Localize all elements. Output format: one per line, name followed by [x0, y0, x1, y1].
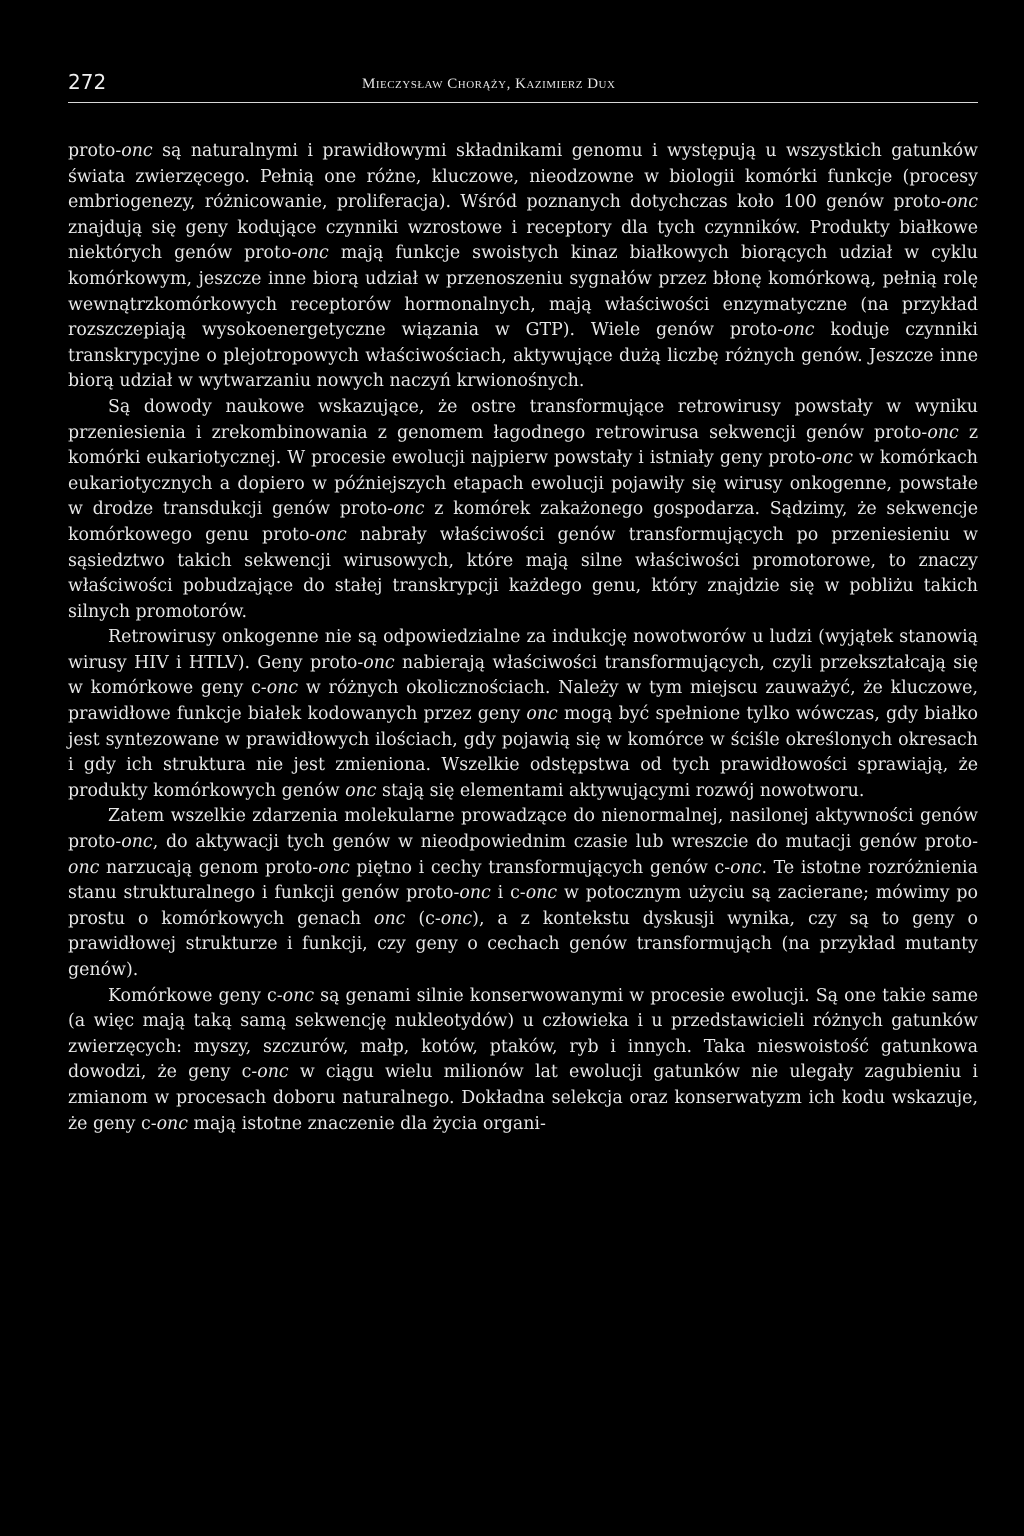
italic-term: onc — [318, 857, 350, 878]
paragraph — [68, 804, 978, 983]
italic-term: onc — [525, 883, 558, 904]
text-run: w ciągu wielu milionów lat ewolucji gatunków nie ulegały zagubieniu i zmianom w procesach doboru naturalnego. Dokładna selekcja oraz konserwatyzm ich kodu wskazuje, że geny c- — [68, 1062, 978, 1134]
text-run: mają funkcje swoistych kinaz białkowych biorących udział w cyklu komórkowym, jeszcze inne biorą udział w przenoszeniu sygnałów przez błonę komórkową, pełnią rolę wewnątrzkomórkowych receptorów hormonalnych, mają właściwości enzymatyczne (na przykład rozszczepiają wysokoenergetyczne wiązania w GTP). Wiele genów proto- — [68, 243, 979, 341]
italic-term: onc — [374, 908, 406, 929]
italic-term: onc — [257, 1062, 289, 1083]
italic-term: onc — [393, 499, 425, 520]
italic-term: onc — [946, 192, 978, 213]
text-run: narzucają genom proto- — [99, 857, 319, 878]
text-run: z komórek zakażonego gospodarza. Sądzimy, że sekwencje komórkowego genu proto- — [68, 499, 978, 545]
text-run: z komórki eukariotycznej. W procesie ewolucji najpierw powstały i istniały geny proto- — [68, 422, 978, 469]
italic-term: onc — [459, 883, 491, 904]
text-run: mogą być spełnione tylko wówczas, gdy białko jest syntezowane w prawidłowych ilościach, gdy pojawią się w komórce w ściśle określonych okresach i gdy ich struktura nie jest zmieniona. Wszelkie odstępstwa od tych prawidłowości sprawiają, że produkty komórkowych genów — [68, 704, 978, 801]
running-head: Mieczysław Chorąży, Kazimierz Dux — [362, 76, 616, 92]
text-run: mają istotne znaczenie dla życia organi- — [188, 1113, 546, 1134]
italic-term: onc — [121, 832, 153, 853]
text-run: Retrowirusy onkogenne nie są odpowiedzialne za indukcję nowotworów u ludzi (wyjątek stanowią wirusy HIV i HTLV). Geny proto- — [68, 627, 978, 673]
italic-term: onc — [526, 704, 558, 725]
text-run: znajdują się geny kodujące czynniki wzrostowe i receptory dla tych czynników. Produkty białkowe niektórych genów proto- — [68, 217, 978, 264]
document-page — [68, 68, 978, 1137]
text-run: w potocznym użyciu są zacierane; mówimy po prostu o komórkowych genach — [68, 883, 978, 929]
italic-term: onc — [927, 422, 959, 443]
page-header — [68, 68, 978, 103]
text-run: ), a z kontekstu dyskusji wynika, czy są to geny o prawidłowej strukturze i funkcji, czy geny o cechach genów transformująch (na przykład mutanty genów). — [68, 908, 978, 980]
italic-term: onc — [68, 857, 100, 878]
text-run: są naturalnymi i prawidłowymi składnikami genomu i występują u wszystkich gatunków świata zwierzęcego. Pełnią one różne, kluczowe, nieodzowne w biologii komórki funkcje (procesy embriogenezy, różnicowanie, proliferacja). Wśród poznanych dotychczas koło 100 genów proto- — [68, 141, 978, 213]
text-run: w komórkach eukariotycznych a dopiero w późniejszych etapach ewolucji pojawiły się wirusy onkogenne, powstałe w drodze transdukcji genów proto- — [68, 448, 978, 520]
paragraph — [68, 625, 978, 804]
body-text — [68, 139, 978, 1137]
italic-term: onc — [156, 1113, 188, 1134]
text-run: i c- — [490, 883, 526, 904]
paragraph — [68, 395, 978, 625]
text-run: nabrały właściwości genów transformujących po przeniesieniu w sąsiedztwo takich sekwencji wirusowych, które mają silne właściwości promotorowe, to znaczy właściwości pobudzające do stałej transkrypcji każdego genu, który znajdzie się w pobliżu takich silnych promotorów. — [68, 524, 978, 622]
italic-term: onc — [297, 243, 329, 264]
italic-term: onc — [440, 908, 473, 929]
text-run: stają się elementami aktywującymi rozwój nowotworu. — [376, 780, 865, 801]
text-run: (c- — [405, 908, 441, 929]
italic-term: onc — [821, 448, 853, 469]
text-run: w różnych okolicznościach. Należy w tym miejscu zauważyć, że kluczowe, prawidłowe funkcje białek kodowanych przez geny — [68, 678, 978, 725]
text-run: nabierają właściwości transformujących, czyli przekształcają się w komórkowe geny c- — [68, 652, 978, 699]
italic-term: onc — [121, 141, 153, 161]
italic-term: onc — [783, 320, 815, 341]
page-number: 272 — [68, 70, 107, 94]
text-run: koduje czynniki transkrypcyjne o plejotropowych właściwościach, aktywujące dużą liczbę różnych genów. Jeszcze inne biorą udział w wytwarzaniu nowych naczyń krwionośnych. — [68, 320, 978, 392]
text-run: piętno i cechy transformujących genów c- — [349, 857, 731, 878]
paragraph — [68, 139, 978, 395]
italic-term: onc — [730, 857, 762, 878]
text-run: Zatem wszelkie zdarzenia molekularne prowadzące do nienormalnej, nasilonej aktywności genów proto- — [68, 806, 978, 853]
italic-term: onc — [315, 524, 347, 545]
italic-term: onc — [282, 985, 315, 1006]
text-run: . Te istotne rozróżnienia stanu strukturalnego i funkcji genów proto- — [68, 857, 978, 904]
paragraph — [68, 984, 978, 1138]
italic-term: onc — [266, 678, 299, 699]
text-run: proto- — [68, 141, 122, 161]
text-run: Są dowody naukowe wskazujące, że ostre transformujące retrowirusy powstały w wyniku przeniesienia i zrekombinowania z genomem łagodnego retrowirusa sekwencji genów proto- — [68, 396, 978, 443]
italic-term: onc — [363, 652, 395, 673]
italic-term: onc — [345, 780, 377, 801]
text-run: Komórkowe geny c- — [108, 985, 283, 1006]
text-run: są genami silnie konserwowanymi w procesie ewolucji. Są one takie same (a więc mają taką samą sekwencję nukleotydów) u człowieka i u przedstawicieli różnych gatunków zwierzęcych: myszy, szczurów, małp, kotów, ptaków, ryb i innych. Taka nieswoistość gatunkowa dowodzi, że geny c- — [68, 985, 978, 1083]
text-run: , do aktywacji tych genów w nieodpowiednim czasie lub wreszcie do mutacji genów proto- — [152, 832, 978, 853]
